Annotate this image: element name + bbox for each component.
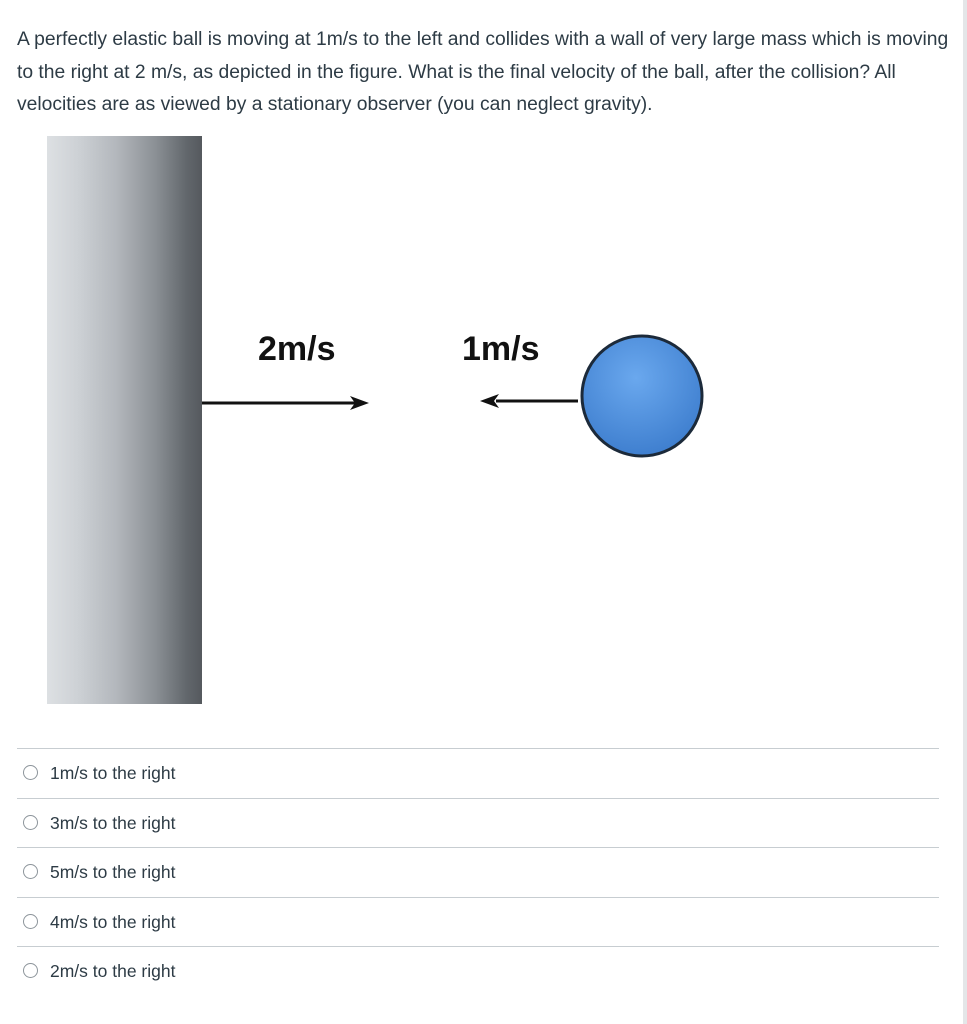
answer-choice-label[interactable]: 5m/s to the right [50,862,176,882]
answer-choice-label[interactable]: 2m/s to the right [50,961,176,981]
answer-choice[interactable] [17,748,939,798]
radio-button[interactable] [23,864,38,879]
wall-velocity-arrow [202,396,369,410]
answer-choice[interactable] [17,946,939,996]
radio-button[interactable] [23,815,38,830]
answer-choice-label[interactable]: 1m/s to the right [50,763,176,783]
wall-velocity-label: 2m/s [258,330,336,368]
answer-choice-label[interactable]: 3m/s to the right [50,812,176,833]
answer-choice[interactable] [17,847,939,897]
radio-button[interactable] [23,765,38,780]
ball-velocity-label: 1m/s [462,330,540,368]
question-text: A perfectly elastic ball is moving at 1m/s to the left and collides with a wall of very large mass which is moving to the right at 2 m/s, as depicted in the figure. What is the final velocity of the ball, after the collision? All velocities are as viewed by a stationary observer (you can neglect gravity). [17,29,949,115]
ball-velocity-arrow [480,394,578,408]
answer-choices [17,748,939,996]
answer-choice[interactable] [17,798,939,848]
answer-choice-label[interactable]: 4m/s to the right [50,911,176,932]
ball [582,336,702,456]
answer-choice[interactable] [17,897,939,947]
radio-button[interactable] [23,963,38,978]
radio-button[interactable] [23,914,38,929]
